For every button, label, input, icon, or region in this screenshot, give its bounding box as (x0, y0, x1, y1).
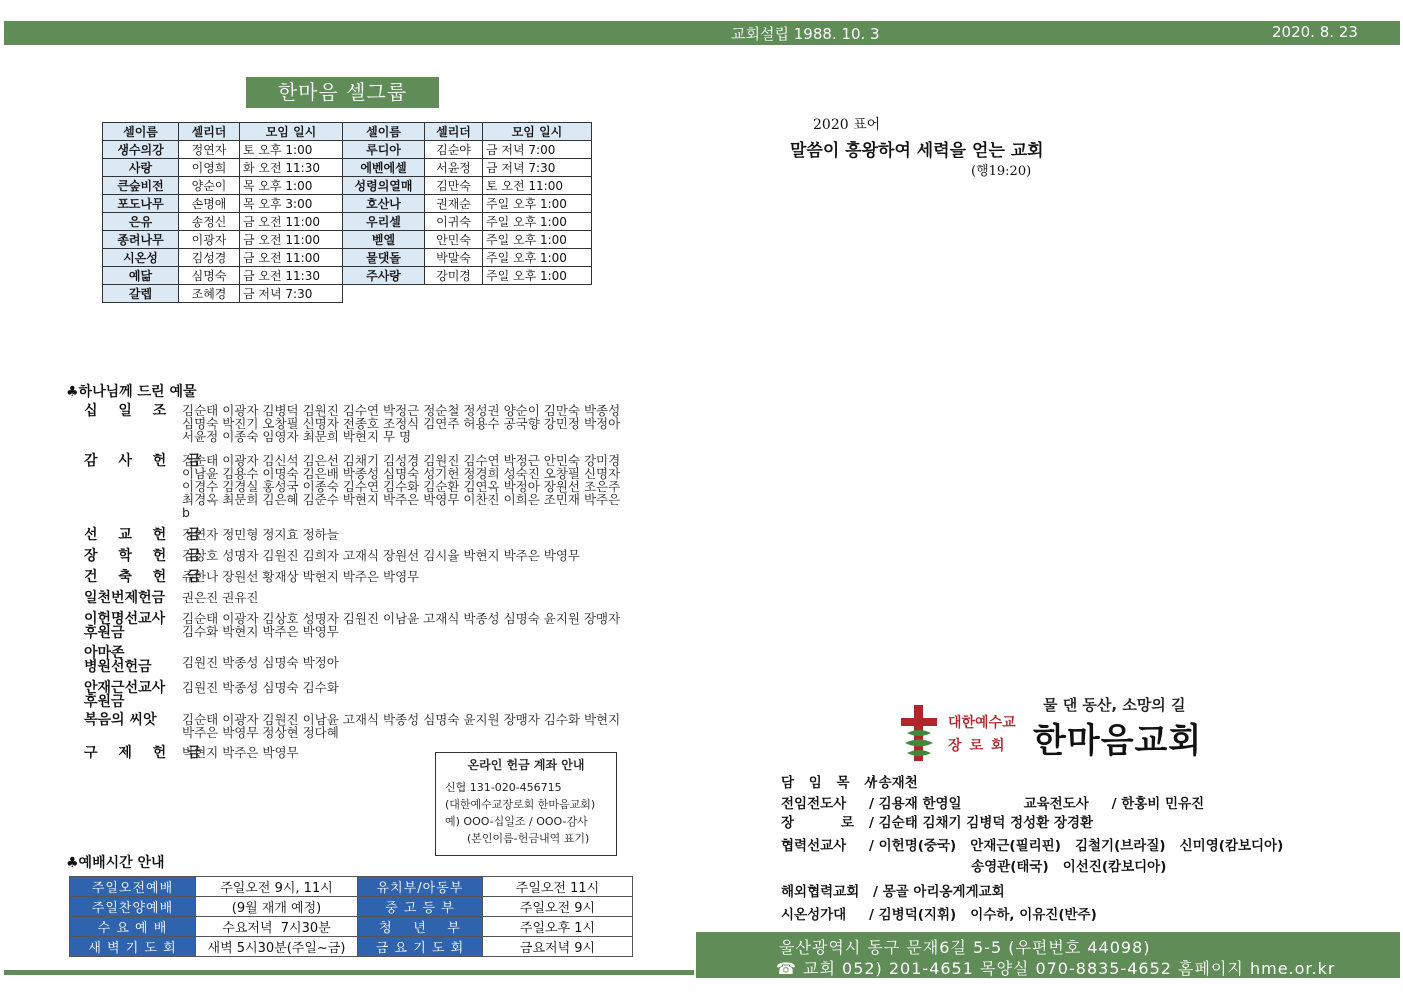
offering-names: 쥬한나 장원선 황재상 박현지 박주은 박영무 (182, 569, 420, 584)
offering-label: 이헌명선교사 후원금 (84, 611, 166, 641)
footer-banner (696, 932, 1400, 978)
church-slogan: 물 댄 동산, 소망의 길 (1043, 696, 1186, 714)
staff-names: 송영관(태국) 이선진(캄보디아) (957, 859, 1167, 875)
worship-time: 금요저녁 9시 (483, 937, 633, 957)
worship-row (70, 897, 633, 917)
staff-row (781, 903, 1097, 923)
offering-names: 김상호 성명자 김원진 김희자 고재식 장원선 김시율 박현지 박주은 박영무 (182, 548, 581, 563)
giving-example: 예) OOO-십일조 / OOO-감사 (445, 815, 588, 828)
staff-role: 협력선교사 (781, 838, 847, 854)
worship-name: 주일찬양예배 (70, 897, 196, 917)
offering-names: 김순태 이광자 김병덕 김원진 김수연 박정근 정순철 정성권 양순이 김만숙 박종성 심명숙 박진기 오창필 신명자 전종호 조정식 김연주 허용수 공국향 강민정 박정아 서윤정 이종숙 임영자 최문희 박현지 무 명 (182, 403, 621, 444)
offering-names: 김순태 이광자 김신석 김은선 김채기 김성경 김원진 김수연 박정근 안민숙 강미경 이남윤 김용수 이명숙 김은배 박종성 심명숙 성기헌 정경희 성숙진 오창필 신명자 이경수 김경실 홍성국 이종숙 김수연 김수화 김순환 김연옥 박정아 장원선 조은주 최경옥 최문희 김은혜 김준수 박현지 박주은 박영무 이찬진 이희은 조민재 박주은b (182, 453, 621, 520)
top-banner (4, 21, 1400, 45)
table-row (103, 249, 592, 267)
worship-time: 수요저녁 7시30분 (196, 917, 358, 937)
cell-leader: 서윤정 (425, 159, 483, 177)
staff-role: 전임전도사 (781, 796, 847, 812)
table-row (103, 213, 592, 231)
worship-name: 금 요 기 도 회 (358, 937, 483, 957)
cell-leader: 송정신 (179, 213, 240, 231)
staff-row (781, 880, 1005, 900)
cell-name: 생수의강 (103, 141, 179, 159)
worship-name: 새 벽 기 도 회 (70, 937, 196, 957)
meeting-time: 화 오전 11:30 (240, 159, 343, 177)
meeting-time: 주일 오후 1:00 (483, 195, 592, 213)
offering-names: 김원진 박종성 심명숙 박정아 (182, 655, 339, 670)
founded-date: 교회설립 1988. 10. 3 (731, 25, 880, 43)
cell-name: 예닮 (103, 267, 179, 285)
cell-name: 포도나무 (103, 195, 179, 213)
church-address: 울산광역시 동구 문재6길 5-5 (우편번호 44098) (779, 938, 1151, 957)
worship-time: 주일오전 9시, 11시 (196, 877, 358, 897)
header-cell: 모임 일시 (240, 123, 343, 141)
giving-note: (본인이름-헌금내역 표기) (467, 832, 590, 845)
header-cell: 셀리더 (425, 123, 483, 141)
meeting-time: 주일 오후 1:00 (483, 267, 592, 285)
meeting-time: 금 오전 11:00 (240, 249, 343, 267)
bottom-divider (4, 970, 694, 975)
motto-year: 2020 표어 (813, 117, 881, 133)
worship-row (70, 937, 633, 957)
cell-leader: 이영희 (179, 159, 240, 177)
worship-name: 유치부/아동부 (358, 877, 483, 897)
table-row (103, 177, 592, 195)
staff-role: 교육전도사 (1023, 796, 1089, 812)
worship-row (70, 917, 633, 937)
offering-label: 복음의 씨앗 (84, 712, 157, 728)
offering-names: 김순태 이광자 김상호 성명자 김원진 이남윤 고재식 박종성 심명숙 윤지원 장맹자 김수화 박현지 박주은 박영무 (182, 611, 621, 639)
staff-role: 해외협력교회 (781, 884, 860, 900)
worship-row (70, 877, 633, 897)
cell-name: 은유 (103, 213, 179, 231)
staff-names: / 몽골 아리옹게게교회 (873, 884, 1005, 900)
staff-role: 담 임 목 사 (781, 775, 883, 791)
table-row (103, 231, 592, 249)
meeting-time: 토 오전 11:00 (483, 177, 592, 195)
offering-names: 김순태 이광자 김원진 이남윤 고재식 박종성 심명숙 윤지원 장맹자 김수화 박현지 박주은 박영무 정상현 정다혜 (182, 712, 621, 740)
meeting-time: 금 저녁 7:00 (483, 141, 592, 159)
staff-names: / 김용재 한영일 (869, 796, 962, 812)
meeting-time: 금 오전 11:00 (240, 231, 343, 249)
cell-leader: 권재순 (425, 195, 483, 213)
offering-names: 권은진 권유진 (182, 590, 259, 605)
worship-name: 수 요 예 배 (70, 917, 196, 937)
worship-name: 주일오전예배 (70, 877, 196, 897)
offering-label: 구 제 헌 금 (84, 745, 209, 761)
offering-label: 장 학 헌 금 (84, 548, 209, 564)
online-giving-box (435, 752, 617, 856)
staff-names: / 이헌명(중국) 안재근(필리핀) 김철기(브라질) 신미영(캄보디아) (869, 838, 1284, 854)
meeting-time: 주일 오후 1:00 (483, 231, 592, 249)
offerings-title: ♣하나님께 드린 예물 (66, 384, 197, 400)
cell-name: 성령의열매 (343, 177, 425, 195)
denomination-line2: 장로회 (948, 738, 1013, 754)
worship-time: 주일오전 9시 (483, 897, 633, 917)
meeting-time: 주일 오후 1:00 (483, 249, 592, 267)
table-row (103, 159, 592, 177)
offering-label: 아마존 병원선헌금 (84, 645, 152, 675)
meeting-time: 목 오후 3:00 (240, 195, 343, 213)
cell-group-table (102, 122, 592, 303)
cell-leader: 양순이 (179, 177, 240, 195)
meeting-time: 금 오전 11:30 (240, 267, 343, 285)
account-holder: (대한예수교장로회 한마음교회) (445, 798, 596, 811)
header-cell: 모임 일시 (483, 123, 592, 141)
meeting-time: 토 오후 1:00 (240, 141, 343, 159)
cell-leader: 이광자 (179, 231, 240, 249)
staff-names: / 김병덕(지휘) 이수하, 이유진(반주) (869, 907, 1097, 923)
worship-name: 청 년 부 (358, 917, 483, 937)
cross-logo-icon (897, 703, 941, 763)
offering-label: 감 사 헌 금 (84, 453, 209, 469)
table-row (103, 267, 592, 285)
offering-label: 안재근선교사 후원금 (84, 680, 166, 710)
meeting-time: 주일 오후 1:00 (483, 213, 592, 231)
cell-leader: 안민숙 (425, 231, 483, 249)
cell-leader: 김만숙 (425, 177, 483, 195)
worship-time: (9월 재개 예정) (196, 897, 358, 917)
cell-name: 벧엘 (343, 231, 425, 249)
empty-cell (483, 285, 592, 303)
staff-row (781, 792, 1204, 812)
church-name: 한마음교회 (1033, 721, 1203, 761)
offering-label: 선 교 헌 금 (84, 527, 209, 543)
cell-leader: 정연자 (179, 141, 240, 159)
worship-name: 중 고 등 부 (358, 897, 483, 917)
staff-role: 장 로 (781, 815, 855, 831)
cell-name: 우리셀 (343, 213, 425, 231)
offering-names: 김원진 박종성 심명숙 김수화 (182, 680, 339, 695)
header-cell: 셀이름 (103, 123, 179, 141)
staff-names: / 김순태 김채기 김병덕 정성환 장경환 (869, 815, 1094, 831)
denomination-line1: 대한예수교 (948, 715, 1016, 731)
offering-label: 일천번제헌금 (84, 590, 166, 606)
cell-name: 갈렙 (103, 285, 179, 303)
motto-reference: (행19:20) (971, 164, 1032, 179)
cell-leader: 박말숙 (425, 249, 483, 267)
table-row (103, 141, 592, 159)
worship-table (69, 876, 633, 957)
header-cell: 셀이름 (343, 123, 425, 141)
offering-label: 건 축 헌 금 (84, 569, 209, 585)
cell-leader: 조혜경 (179, 285, 240, 303)
offering-names: 박현지 박주은 박영무 (182, 745, 299, 760)
cell-name: 큰숲비전 (103, 177, 179, 195)
bulletin-date: 2020. 8. 23 (1272, 23, 1358, 41)
cell-name: 루디아 (343, 141, 425, 159)
account-number: 신협 131-020-456715 (445, 781, 562, 794)
meeting-time: 금 저녁 7:30 (483, 159, 592, 177)
staff-names: / 한홍비 민유진 (1111, 796, 1205, 812)
staff-row (781, 771, 918, 791)
cell-group-title: 한마음 셀그룹 (246, 77, 439, 108)
empty-cell (425, 285, 483, 303)
table-row (103, 285, 592, 303)
cell-leader: 심명숙 (179, 267, 240, 285)
staff-names: / 송재천 (869, 775, 918, 791)
worship-time: 주일오후 1시 (483, 917, 633, 937)
cell-name: 호산나 (343, 195, 425, 213)
offering-names: 정연자 정민형 정지효 정하늘 (182, 527, 339, 542)
meeting-time: 금 오전 11:00 (240, 213, 343, 231)
staff-role: 시온성가대 (781, 907, 847, 923)
staff-row (781, 811, 1093, 831)
cell-leader: 손명애 (179, 195, 240, 213)
church-contact: ☎ 교회 052) 201-4651 목양실 070-8835-4652 홈페이지 hme.or.kr (776, 959, 1336, 978)
empty-cell (343, 285, 425, 303)
worship-title: ♣예배시간 안내 (66, 855, 165, 871)
worship-time: 주일오전 11시 (483, 877, 633, 897)
table-header-row (103, 123, 592, 141)
cell-leader: 김성경 (179, 249, 240, 267)
cell-leader: 이귀숙 (425, 213, 483, 231)
cell-leader: 강미경 (425, 267, 483, 285)
cell-name: 에벤에셀 (343, 159, 425, 177)
online-giving-title: 온라인 헌금 계좌 안내 (467, 758, 585, 772)
cell-leader: 김순야 (425, 141, 483, 159)
offering-label: 십 일 조 (84, 403, 175, 419)
worship-time: 새벽 5시30분(주일~금) (196, 937, 358, 957)
cell-name: 주사랑 (343, 267, 425, 285)
meeting-time: 금 저녁 7:30 (240, 285, 343, 303)
meeting-time: 목 오후 1:00 (240, 177, 343, 195)
cell-name: 종려나무 (103, 231, 179, 249)
staff-row (781, 834, 1283, 854)
cell-name: 사랑 (103, 159, 179, 177)
motto-text: 말씀이 흥왕하여 세력을 얻는 교회 (790, 141, 1044, 161)
table-row (103, 195, 592, 213)
cell-name: 물댓돌 (343, 249, 425, 267)
header-cell: 셀리더 (179, 123, 240, 141)
staff-row (869, 855, 1166, 875)
cell-name: 시온성 (103, 249, 179, 267)
